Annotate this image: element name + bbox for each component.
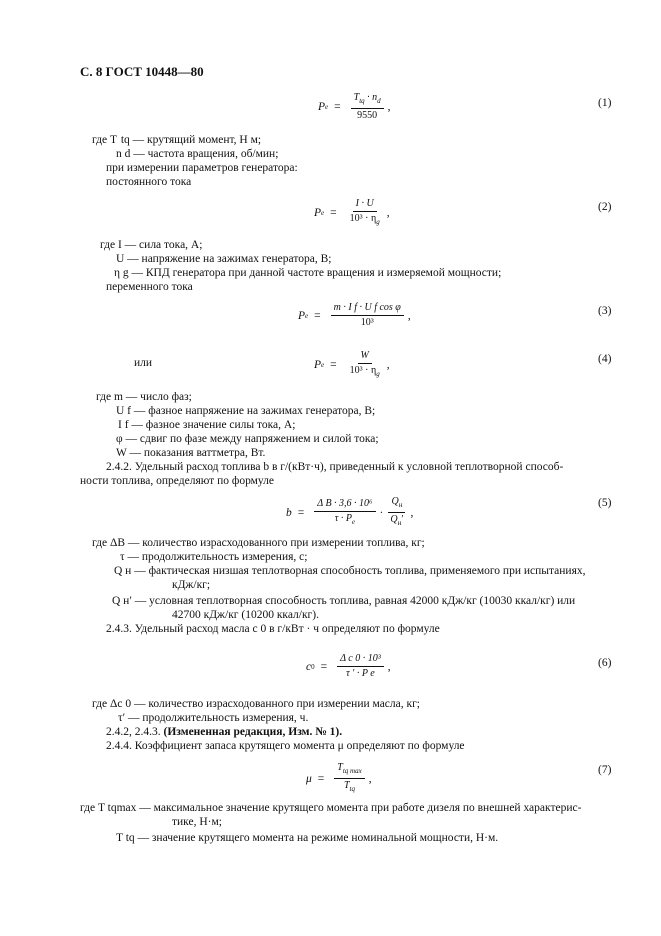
legend-line: T tq — значение крутящего момента на режиме номинальной мощности, Н·м.	[116, 832, 499, 844]
formula-lhs-sub: e	[305, 311, 309, 320]
numerator-sub: н	[398, 501, 403, 509]
numerator: Δ B · 3,6 · 10⁶	[314, 498, 375, 512]
legend-line: φ — сдвиг по фазе между напряжением и силой тока;	[116, 433, 379, 445]
multiply-dot: ·	[379, 506, 384, 519]
formula-6	[306, 653, 391, 680]
formula-lhs: μ	[306, 772, 312, 785]
legend-line: где Δc 0 — количество израсходованного при измерении масла, кг;	[92, 698, 420, 710]
formula-3	[298, 302, 411, 329]
numerator-sub: tq	[359, 97, 365, 105]
formula-lhs-sub: e	[321, 361, 325, 369]
denominator-sub: н	[397, 519, 402, 527]
numerator-op: · n	[367, 92, 378, 103]
denominator-sub: g	[376, 370, 380, 378]
equals-sign: =	[320, 660, 328, 673]
fraction	[334, 762, 364, 795]
equals-sign: =	[317, 772, 325, 785]
legend-line: где ΔB — количество израсходованного при измерении топлива, кг;	[92, 537, 425, 549]
formula-lhs-sub: e	[321, 209, 325, 217]
equals-sign: =	[330, 207, 337, 219]
formula-5	[286, 496, 413, 529]
numerator: Δ c 0 · 10³	[337, 653, 384, 667]
amendment-note	[106, 725, 342, 739]
formula-number-6: (6)	[598, 657, 612, 669]
legend-line: где I — сила тока, А;	[100, 239, 203, 251]
formula-tail: ,	[386, 359, 390, 371]
numerator-sub: tq max	[342, 767, 362, 775]
legend-line: W — показания ваттметра, Вт.	[116, 447, 266, 459]
legend-line: 42700 кДж/кг (10200 ккал/кг).	[172, 609, 319, 621]
legend-line: где T tqmax — максимальное значение крутящего момента при работе дизеля по внешней характерис-	[80, 802, 582, 814]
legend-line: U f — фазное напряжение на зажимах генератора, В;	[116, 405, 376, 417]
formula-lhs: P	[314, 207, 322, 219]
formula-number-2: (2)	[598, 201, 612, 213]
legend-line: τ — продолжительность измерения, с;	[120, 551, 308, 563]
formula-number-3: (3)	[598, 305, 612, 317]
numerator: T	[353, 92, 360, 103]
formula-tail: ,	[410, 506, 414, 519]
fraction	[331, 302, 404, 329]
formula-number-1: (1)	[598, 97, 612, 109]
denominator: 9550	[357, 110, 378, 121]
amendment-sections: 2.4.2, 2.4.3.	[106, 726, 161, 738]
formula-tail: ,	[387, 101, 391, 113]
legend-line: переменного тока	[106, 281, 193, 293]
formula-tail: ,	[386, 207, 390, 219]
numerator-sub-b: d	[377, 97, 381, 105]
paragraph-2-4-2-cont: ности топлива, определяют по формуле	[80, 475, 275, 487]
denominator: Q	[390, 514, 398, 525]
numerator: T	[337, 762, 343, 773]
legend-line: Q н′ — условная теплотворная способность топлива, равная 42000 кДж/кг (10030 ккал/кг) или	[112, 595, 576, 607]
formula-lhs-sub: e	[325, 103, 329, 111]
paragraph-2-4-2: 2.4.2. Удельный расход топлива b в г/(кВт·ч), приведенный к условной теплотворной способ-	[106, 461, 564, 473]
formula-7	[306, 762, 372, 795]
formula-2	[314, 198, 390, 228]
legend-line: тике, Н·м;	[172, 816, 222, 828]
fraction	[337, 653, 384, 680]
legend-line: при измерении параметров генератора:	[106, 162, 298, 174]
amendment-label: (Измененная редакция, Изм. № 1).	[163, 726, 343, 738]
equals-sign: =	[334, 101, 341, 113]
denominator: τ ′ · P e	[346, 668, 375, 679]
fraction	[351, 92, 384, 122]
legend-line: где m — число фаз;	[96, 391, 192, 403]
formula-lhs: b	[286, 506, 292, 519]
denominator-sub: e	[351, 517, 356, 526]
denominator: 10³	[360, 317, 374, 328]
legend-line: I f — фазное значение силы тока, А;	[118, 419, 296, 431]
formula-4	[314, 350, 390, 380]
legend-line: τ′ — продолжительность измерения, ч.	[118, 712, 309, 724]
numerator: I · U	[353, 198, 377, 212]
prime-mark: ′	[401, 514, 404, 525]
equals-sign: =	[330, 359, 337, 371]
denominator: 10³ · η	[349, 213, 377, 224]
formula-tail: ,	[387, 660, 391, 673]
fraction	[347, 350, 383, 380]
legend-line: Q н — фактическая низшая теплотворная способность топлива, применяемого при испытаниях,	[114, 565, 586, 577]
formula-1	[318, 92, 391, 122]
numerator: W	[358, 350, 372, 364]
paragraph-2-4-4: 2.4.4. Коэффициент запаса крутящего момента μ определяют по формуле	[106, 740, 465, 752]
formula-lhs: P	[318, 101, 326, 113]
formula-lhs: P	[314, 359, 322, 371]
denominator-sub: tq	[349, 785, 355, 793]
legend-line: U — напряжение на зажимах генератора, В;	[116, 253, 332, 265]
legend-line: кДж/кг;	[172, 579, 211, 591]
numerator: Q	[391, 496, 399, 507]
denominator: τ · P	[334, 512, 352, 524]
equals-sign: =	[314, 309, 321, 322]
legend-line: постоянного тока	[106, 176, 192, 188]
fraction	[347, 198, 383, 228]
denominator-sub: g	[376, 218, 380, 226]
denominator: 10³ · η	[349, 365, 377, 376]
formula-number-5: (5)	[598, 497, 612, 509]
formula-lhs: P	[298, 309, 306, 322]
formula-lhs-sub: 0	[311, 662, 315, 671]
formula-prefix: или	[134, 357, 153, 369]
equals-sign: =	[297, 506, 305, 519]
legend-line: n d — частота вращения, об/мин;	[116, 148, 279, 160]
formula-lhs: c	[306, 660, 312, 673]
legend-line: где T tq — крутящий момент, Н м;	[92, 134, 262, 146]
page-header: С. 8 ГОСТ 10448—80	[80, 64, 204, 79]
denominator: T	[343, 780, 350, 791]
formula-number-4: (4)	[598, 353, 612, 365]
formula-tail: ,	[407, 309, 411, 322]
legend-line: η g — КПД генератора при данной частоте вращения и измеряемой мощности;	[114, 267, 502, 279]
fraction-a	[314, 498, 375, 528]
formula-number-7: (7)	[598, 764, 612, 776]
paragraph-2-4-3: 2.4.3. Удельный расход масла c 0 в г/кВт · ч определяют по формуле	[106, 623, 440, 635]
numerator: m · I f · U f cos φ	[331, 302, 404, 316]
fraction-b	[387, 496, 406, 529]
formula-tail: ,	[368, 772, 372, 785]
